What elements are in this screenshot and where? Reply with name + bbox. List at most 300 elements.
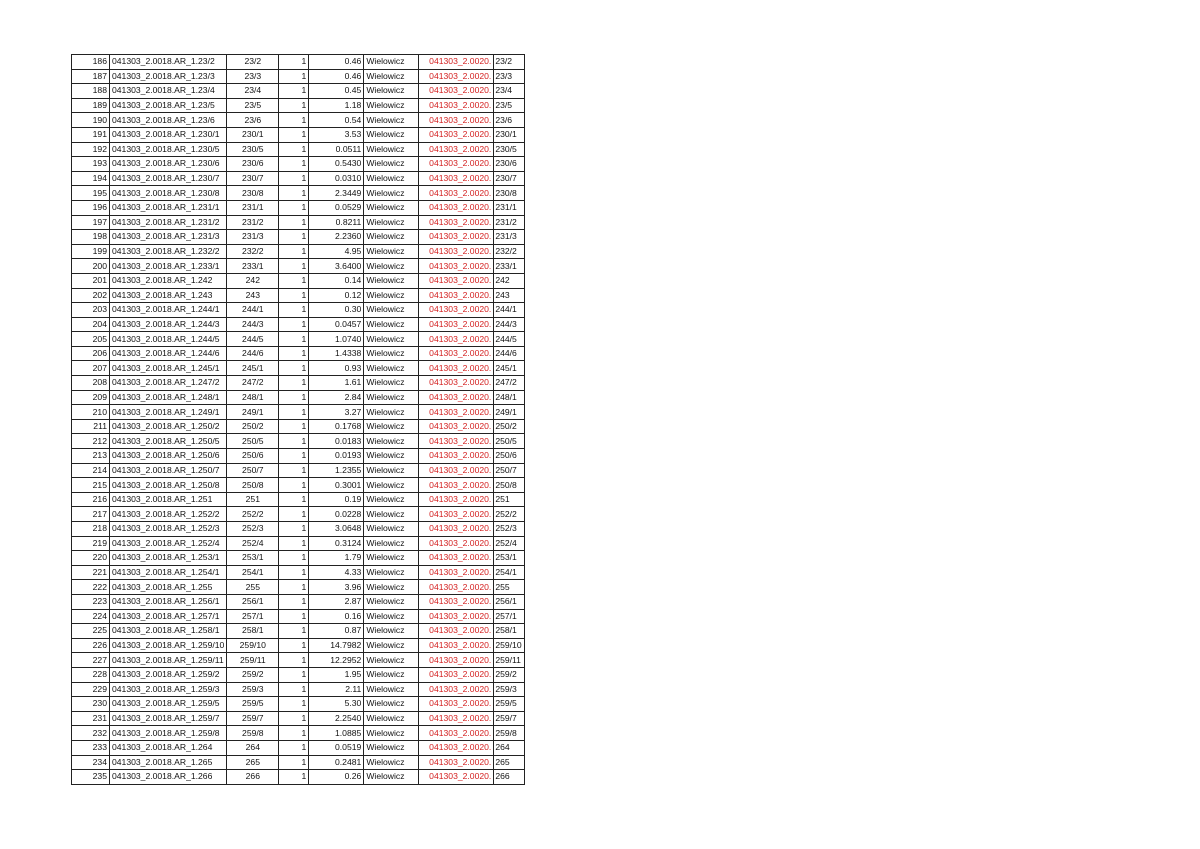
area-cell: 3.0648	[309, 522, 364, 537]
parcel-number-cell: 257/1	[227, 609, 279, 624]
parcel-id-cell: 041303_2.0018.AR_1.266	[110, 770, 227, 785]
parcel-number-cell: 23/2	[227, 55, 279, 70]
parcel-number-ref-cell: 247/2	[494, 376, 524, 391]
table-row	[72, 361, 525, 376]
area-cell: 5.30	[309, 697, 364, 712]
row-number-cell: 189	[72, 98, 110, 113]
precinct-cell: Wielowicz	[364, 492, 419, 507]
parcel-number-cell: 252/3	[227, 522, 279, 537]
precinct-cell: Wielowicz	[364, 317, 419, 332]
parcel-number-cell: 255	[227, 580, 279, 595]
count-cell: 1	[279, 740, 309, 755]
parcel-number-ref-cell: 265	[494, 755, 524, 770]
parcel-number-cell: 244/3	[227, 317, 279, 332]
table-row	[72, 565, 525, 580]
parcel-number-cell: 230/6	[227, 157, 279, 172]
precinct-cell: Wielowicz	[364, 755, 419, 770]
reference-cell: 041303_2.0020.	[419, 317, 494, 332]
area-cell: 12.2952	[309, 653, 364, 668]
reference-cell: 041303_2.0020.	[419, 361, 494, 376]
reference-cell: 041303_2.0020.	[419, 171, 494, 186]
table-row	[72, 244, 525, 259]
parcel-number-cell: 245/1	[227, 361, 279, 376]
precinct-cell: Wielowicz	[364, 624, 419, 639]
parcel-number-ref-cell: 245/1	[494, 361, 524, 376]
parcel-number-cell: 244/1	[227, 303, 279, 318]
row-number-cell: 220	[72, 551, 110, 566]
area-cell: 2.11	[309, 682, 364, 697]
reference-cell: 041303_2.0020.	[419, 653, 494, 668]
parcel-number-cell: 250/5	[227, 434, 279, 449]
count-cell: 1	[279, 697, 309, 712]
count-cell: 1	[279, 434, 309, 449]
parcel-number-ref-cell: 244/5	[494, 332, 524, 347]
parcel-number-ref-cell: 23/5	[494, 98, 524, 113]
area-cell: 0.46	[309, 55, 364, 70]
reference-cell: 041303_2.0020.	[419, 113, 494, 128]
area-cell: 0.0529	[309, 200, 364, 215]
parcel-number-cell: 230/5	[227, 142, 279, 157]
precinct-cell: Wielowicz	[364, 244, 419, 259]
area-cell: 3.96	[309, 580, 364, 595]
parcel-number-cell: 259/2	[227, 667, 279, 682]
parcel-number-ref-cell: 243	[494, 288, 524, 303]
row-number-cell: 231	[72, 711, 110, 726]
table-row	[72, 653, 525, 668]
parcel-id-cell: 041303_2.0018.AR_1.230/7	[110, 171, 227, 186]
parcel-id-cell: 041303_2.0018.AR_1.244/6	[110, 346, 227, 361]
parcel-id-cell: 041303_2.0018.AR_1.244/5	[110, 332, 227, 347]
precinct-cell: Wielowicz	[364, 157, 419, 172]
parcel-id-cell: 041303_2.0018.AR_1.255	[110, 580, 227, 595]
table-row	[72, 230, 525, 245]
reference-cell: 041303_2.0020.	[419, 405, 494, 420]
parcel-id-cell: 041303_2.0018.AR_1.252/4	[110, 536, 227, 551]
parcel-number-ref-cell: 259/11	[494, 653, 524, 668]
parcel-number-ref-cell: 231/3	[494, 230, 524, 245]
count-cell: 1	[279, 711, 309, 726]
parcel-id-cell: 041303_2.0018.AR_1.23/5	[110, 98, 227, 113]
parcel-number-ref-cell: 23/3	[494, 69, 524, 84]
row-number-cell: 192	[72, 142, 110, 157]
area-cell: 2.87	[309, 594, 364, 609]
parcel-number-cell: 256/1	[227, 594, 279, 609]
count-cell: 1	[279, 682, 309, 697]
precinct-cell: Wielowicz	[364, 376, 419, 391]
parcel-id-cell: 041303_2.0018.AR_1.251	[110, 492, 227, 507]
row-number-cell: 215	[72, 478, 110, 493]
table-row	[72, 682, 525, 697]
parcel-number-cell: 232/2	[227, 244, 279, 259]
parcel-number-cell: 233/1	[227, 259, 279, 274]
parcel-id-cell: 041303_2.0018.AR_1.231/3	[110, 230, 227, 245]
count-cell: 1	[279, 376, 309, 391]
count-cell: 1	[279, 565, 309, 580]
row-number-cell: 229	[72, 682, 110, 697]
parcel-number-cell: 242	[227, 273, 279, 288]
precinct-cell: Wielowicz	[364, 478, 419, 493]
area-cell: 0.2481	[309, 755, 364, 770]
count-cell: 1	[279, 288, 309, 303]
row-number-cell: 230	[72, 697, 110, 712]
table-row	[72, 594, 525, 609]
precinct-cell: Wielowicz	[364, 259, 419, 274]
row-number-cell: 196	[72, 200, 110, 215]
parcel-number-cell: 259/10	[227, 638, 279, 653]
precinct-cell: Wielowicz	[364, 332, 419, 347]
table-row	[72, 478, 525, 493]
parcel-number-ref-cell: 250/8	[494, 478, 524, 493]
reference-cell: 041303_2.0020.	[419, 376, 494, 391]
area-cell: 1.2355	[309, 463, 364, 478]
table-row	[72, 171, 525, 186]
parcel-number-ref-cell: 23/2	[494, 55, 524, 70]
precinct-cell: Wielowicz	[364, 580, 419, 595]
parcel-id-cell: 041303_2.0018.AR_1.250/6	[110, 449, 227, 464]
parcel-number-ref-cell: 264	[494, 740, 524, 755]
count-cell: 1	[279, 463, 309, 478]
precinct-cell: Wielowicz	[364, 449, 419, 464]
table-row	[72, 215, 525, 230]
parcel-id-cell: 041303_2.0018.AR_1.232/2	[110, 244, 227, 259]
parcel-number-cell: 253/1	[227, 551, 279, 566]
parcel-number-ref-cell: 244/1	[494, 303, 524, 318]
table-row	[72, 288, 525, 303]
parcel-id-cell: 041303_2.0018.AR_1.230/6	[110, 157, 227, 172]
parcel-id-cell: 041303_2.0018.AR_1.233/1	[110, 259, 227, 274]
count-cell: 1	[279, 755, 309, 770]
table-row	[72, 492, 525, 507]
reference-cell: 041303_2.0020.	[419, 419, 494, 434]
parcel-number-ref-cell: 257/1	[494, 609, 524, 624]
row-number-cell: 234	[72, 755, 110, 770]
table-row	[72, 113, 525, 128]
area-cell: 1.95	[309, 667, 364, 682]
precinct-cell: Wielowicz	[364, 405, 419, 420]
parcel-id-cell: 041303_2.0018.AR_1.250/7	[110, 463, 227, 478]
parcel-number-cell: 254/1	[227, 565, 279, 580]
precinct-cell: Wielowicz	[364, 551, 419, 566]
table-row	[72, 200, 525, 215]
count-cell: 1	[279, 346, 309, 361]
parcel-id-cell: 041303_2.0018.AR_1.23/2	[110, 55, 227, 70]
parcel-id-cell: 041303_2.0018.AR_1.252/2	[110, 507, 227, 522]
reference-cell: 041303_2.0020.	[419, 127, 494, 142]
parcel-number-ref-cell: 230/8	[494, 186, 524, 201]
count-cell: 1	[279, 113, 309, 128]
reference-cell: 041303_2.0020.	[419, 69, 494, 84]
table-row	[72, 142, 525, 157]
parcel-id-cell: 041303_2.0018.AR_1.250/2	[110, 419, 227, 434]
precinct-cell: Wielowicz	[364, 69, 419, 84]
parcel-id-cell: 041303_2.0018.AR_1.23/6	[110, 113, 227, 128]
precinct-cell: Wielowicz	[364, 653, 419, 668]
area-cell: 4.33	[309, 565, 364, 580]
parcel-number-cell: 259/5	[227, 697, 279, 712]
precinct-cell: Wielowicz	[364, 565, 419, 580]
parcel-id-cell: 041303_2.0018.AR_1.244/3	[110, 317, 227, 332]
reference-cell: 041303_2.0020.	[419, 594, 494, 609]
area-cell: 2.3449	[309, 186, 364, 201]
table-row	[72, 55, 525, 70]
area-cell: 0.3001	[309, 478, 364, 493]
parcel-number-ref-cell: 230/5	[494, 142, 524, 157]
area-cell: 0.46	[309, 69, 364, 84]
count-cell: 1	[279, 492, 309, 507]
parcel-number-ref-cell: 230/1	[494, 127, 524, 142]
area-cell: 0.19	[309, 492, 364, 507]
area-cell: 0.0310	[309, 171, 364, 186]
parcel-number-ref-cell: 252/3	[494, 522, 524, 537]
reference-cell: 041303_2.0020.	[419, 770, 494, 785]
parcel-number-ref-cell: 250/5	[494, 434, 524, 449]
parcel-number-cell: 244/5	[227, 332, 279, 347]
table-row	[72, 434, 525, 449]
area-cell: 0.5430	[309, 157, 364, 172]
reference-cell: 041303_2.0020.	[419, 682, 494, 697]
count-cell: 1	[279, 127, 309, 142]
row-number-cell: 195	[72, 186, 110, 201]
precinct-cell: Wielowicz	[364, 697, 419, 712]
row-number-cell: 221	[72, 565, 110, 580]
parcel-number-ref-cell: 254/1	[494, 565, 524, 580]
precinct-cell: Wielowicz	[364, 536, 419, 551]
reference-cell: 041303_2.0020.	[419, 638, 494, 653]
parcel-number-ref-cell: 259/8	[494, 726, 524, 741]
row-number-cell: 218	[72, 522, 110, 537]
area-cell: 0.87	[309, 624, 364, 639]
reference-cell: 041303_2.0020.	[419, 142, 494, 157]
count-cell: 1	[279, 405, 309, 420]
count-cell: 1	[279, 230, 309, 245]
parcel-number-cell: 250/8	[227, 478, 279, 493]
table-row	[72, 273, 525, 288]
row-number-cell: 193	[72, 157, 110, 172]
table-row	[72, 332, 525, 347]
row-number-cell: 216	[72, 492, 110, 507]
precinct-cell: Wielowicz	[364, 303, 419, 318]
table-row	[72, 536, 525, 551]
reference-cell: 041303_2.0020.	[419, 492, 494, 507]
count-cell: 1	[279, 273, 309, 288]
parcel-number-ref-cell: 250/7	[494, 463, 524, 478]
parcel-number-cell: 230/1	[227, 127, 279, 142]
area-cell: 0.0519	[309, 740, 364, 755]
parcel-number-cell: 252/2	[227, 507, 279, 522]
precinct-cell: Wielowicz	[364, 55, 419, 70]
area-cell: 0.54	[309, 113, 364, 128]
parcel-number-ref-cell: 252/4	[494, 536, 524, 551]
area-cell: 0.93	[309, 361, 364, 376]
table-row	[72, 419, 525, 434]
parcel-number-cell: 265	[227, 755, 279, 770]
count-cell: 1	[279, 200, 309, 215]
parcel-number-cell: 259/3	[227, 682, 279, 697]
table-row	[72, 697, 525, 712]
parcel-number-ref-cell: 244/3	[494, 317, 524, 332]
parcel-number-cell: 252/4	[227, 536, 279, 551]
parcel-number-ref-cell: 242	[494, 273, 524, 288]
row-number-cell: 214	[72, 463, 110, 478]
parcel-id-cell: 041303_2.0018.AR_1.245/1	[110, 361, 227, 376]
parcel-number-ref-cell: 23/6	[494, 113, 524, 128]
parcel-number-cell: 230/7	[227, 171, 279, 186]
area-cell: 14.7982	[309, 638, 364, 653]
parcel-id-cell: 041303_2.0018.AR_1.250/5	[110, 434, 227, 449]
parcel-id-cell: 041303_2.0018.AR_1.252/3	[110, 522, 227, 537]
count-cell: 1	[279, 551, 309, 566]
parcel-number-ref-cell: 251	[494, 492, 524, 507]
row-number-cell: 235	[72, 770, 110, 785]
parcel-id-cell: 041303_2.0018.AR_1.259/5	[110, 697, 227, 712]
reference-cell: 041303_2.0020.	[419, 624, 494, 639]
count-cell: 1	[279, 624, 309, 639]
row-number-cell: 232	[72, 726, 110, 741]
parcel-table	[71, 54, 525, 785]
parcel-id-cell: 041303_2.0018.AR_1.248/1	[110, 390, 227, 405]
count-cell: 1	[279, 171, 309, 186]
count-cell: 1	[279, 536, 309, 551]
parcel-number-ref-cell: 231/1	[494, 200, 524, 215]
reference-cell: 041303_2.0020.	[419, 157, 494, 172]
precinct-cell: Wielowicz	[364, 726, 419, 741]
parcel-number-cell: 244/6	[227, 346, 279, 361]
area-cell: 0.26	[309, 770, 364, 785]
row-number-cell: 227	[72, 653, 110, 668]
area-cell: 2.2360	[309, 230, 364, 245]
reference-cell: 041303_2.0020.	[419, 55, 494, 70]
count-cell: 1	[279, 653, 309, 668]
row-number-cell: 203	[72, 303, 110, 318]
reference-cell: 041303_2.0020.	[419, 711, 494, 726]
row-number-cell: 224	[72, 609, 110, 624]
row-number-cell: 222	[72, 580, 110, 595]
row-number-cell: 194	[72, 171, 110, 186]
row-number-cell: 197	[72, 215, 110, 230]
count-cell: 1	[279, 580, 309, 595]
parcel-number-ref-cell: 231/2	[494, 215, 524, 230]
parcel-number-cell: 259/8	[227, 726, 279, 741]
parcel-number-ref-cell: 232/2	[494, 244, 524, 259]
parcel-number-ref-cell: 266	[494, 770, 524, 785]
parcel-id-cell: 041303_2.0018.AR_1.231/1	[110, 200, 227, 215]
table-row	[72, 127, 525, 142]
parcel-number-cell: 249/1	[227, 405, 279, 420]
parcel-id-cell: 041303_2.0018.AR_1.250/8	[110, 478, 227, 493]
parcel-id-cell: 041303_2.0018.AR_1.259/2	[110, 667, 227, 682]
reference-cell: 041303_2.0020.	[419, 580, 494, 595]
row-number-cell: 207	[72, 361, 110, 376]
reference-cell: 041303_2.0020.	[419, 449, 494, 464]
count-cell: 1	[279, 69, 309, 84]
parcel-id-cell: 041303_2.0018.AR_1.243	[110, 288, 227, 303]
reference-cell: 041303_2.0020.	[419, 215, 494, 230]
parcel-number-ref-cell: 249/1	[494, 405, 524, 420]
row-number-cell: 186	[72, 55, 110, 70]
area-cell: 0.0183	[309, 434, 364, 449]
parcel-number-cell: 23/6	[227, 113, 279, 128]
area-cell: 3.53	[309, 127, 364, 142]
reference-cell: 041303_2.0020.	[419, 200, 494, 215]
count-cell: 1	[279, 390, 309, 405]
reference-cell: 041303_2.0020.	[419, 244, 494, 259]
count-cell: 1	[279, 507, 309, 522]
parcel-id-cell: 041303_2.0018.AR_1.253/1	[110, 551, 227, 566]
parcel-number-ref-cell: 258/1	[494, 624, 524, 639]
table-row	[72, 507, 525, 522]
precinct-cell: Wielowicz	[364, 142, 419, 157]
reference-cell: 041303_2.0020.	[419, 697, 494, 712]
table-row	[72, 711, 525, 726]
parcel-number-cell: 23/3	[227, 69, 279, 84]
table-row	[72, 84, 525, 99]
area-cell: 1.4338	[309, 346, 364, 361]
parcel-id-cell: 041303_2.0018.AR_1.247/2	[110, 376, 227, 391]
parcel-number-cell: 266	[227, 770, 279, 785]
row-number-cell: 228	[72, 667, 110, 682]
parcel-number-ref-cell: 255	[494, 580, 524, 595]
table-row	[72, 522, 525, 537]
reference-cell: 041303_2.0020.	[419, 288, 494, 303]
row-number-cell: 206	[72, 346, 110, 361]
area-cell: 0.8211	[309, 215, 364, 230]
parcel-id-cell: 041303_2.0018.AR_1.230/8	[110, 186, 227, 201]
parcel-number-ref-cell: 259/3	[494, 682, 524, 697]
parcel-id-cell: 041303_2.0018.AR_1.257/1	[110, 609, 227, 624]
area-cell: 0.0193	[309, 449, 364, 464]
reference-cell: 041303_2.0020.	[419, 726, 494, 741]
parcel-number-ref-cell: 259/10	[494, 638, 524, 653]
row-number-cell: 210	[72, 405, 110, 420]
count-cell: 1	[279, 638, 309, 653]
parcel-number-ref-cell: 233/1	[494, 259, 524, 274]
count-cell: 1	[279, 449, 309, 464]
parcel-number-ref-cell: 259/7	[494, 711, 524, 726]
reference-cell: 041303_2.0020.	[419, 346, 494, 361]
parcel-number-cell: 230/8	[227, 186, 279, 201]
parcel-id-cell: 041303_2.0018.AR_1.264	[110, 740, 227, 755]
row-number-cell: 208	[72, 376, 110, 391]
count-cell: 1	[279, 142, 309, 157]
reference-cell: 041303_2.0020.	[419, 609, 494, 624]
reference-cell: 041303_2.0020.	[419, 230, 494, 245]
reference-cell: 041303_2.0020.	[419, 551, 494, 566]
reference-cell: 041303_2.0020.	[419, 186, 494, 201]
row-number-cell: 188	[72, 84, 110, 99]
reference-cell: 041303_2.0020.	[419, 565, 494, 580]
area-cell: 1.79	[309, 551, 364, 566]
table-row	[72, 580, 525, 595]
count-cell: 1	[279, 478, 309, 493]
parcel-id-cell: 041303_2.0018.AR_1.23/3	[110, 69, 227, 84]
row-number-cell: 201	[72, 273, 110, 288]
count-cell: 1	[279, 55, 309, 70]
row-number-cell: 223	[72, 594, 110, 609]
table-row	[72, 740, 525, 755]
precinct-cell: Wielowicz	[364, 434, 419, 449]
row-number-cell: 219	[72, 536, 110, 551]
count-cell: 1	[279, 726, 309, 741]
table-row	[72, 186, 525, 201]
parcel-id-cell: 041303_2.0018.AR_1.23/4	[110, 84, 227, 99]
area-cell: 0.1768	[309, 419, 364, 434]
reference-cell: 041303_2.0020.	[419, 390, 494, 405]
parcel-number-cell: 247/2	[227, 376, 279, 391]
area-cell: 0.12	[309, 288, 364, 303]
table-row	[72, 755, 525, 770]
parcel-number-cell: 251	[227, 492, 279, 507]
parcel-number-cell: 250/7	[227, 463, 279, 478]
